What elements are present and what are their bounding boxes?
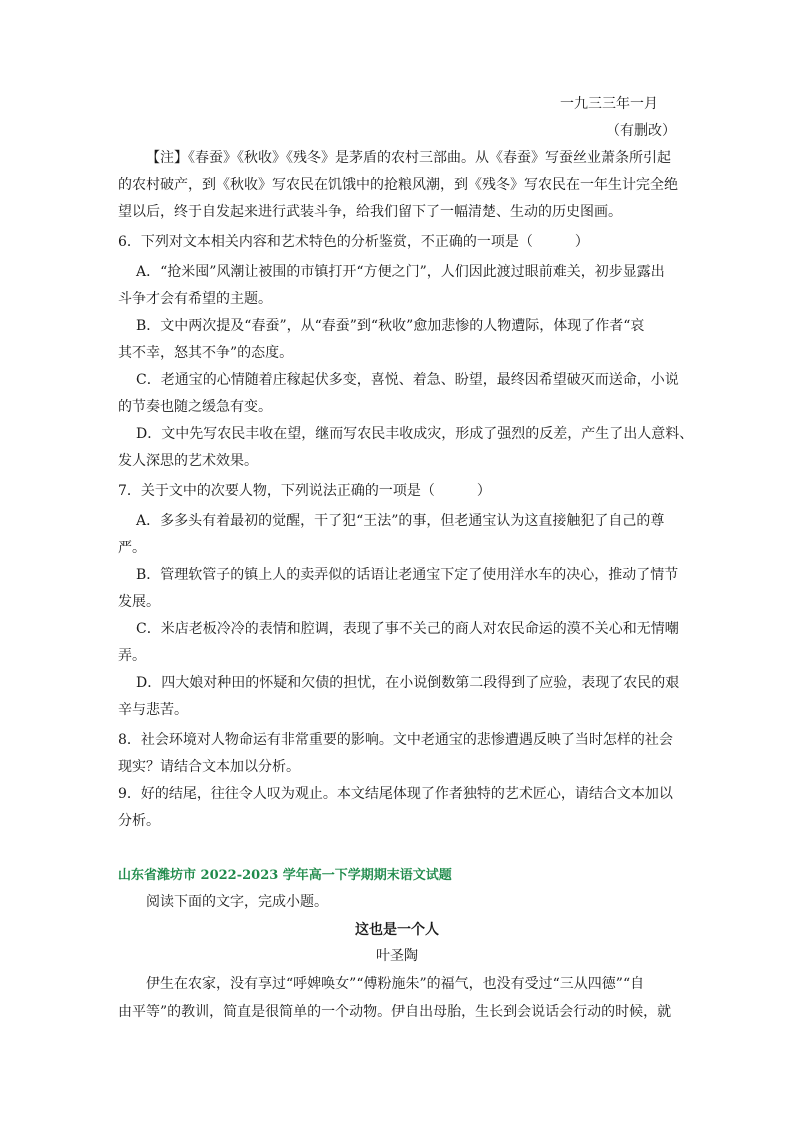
instruction: 阅读下面的文字，完成小题。: [146, 894, 328, 910]
q6-option-b-line-1: B．文中两次提及“春蚕”，从“春蚕”到“秋收”愈加悲惨的人物遭际，体现了作者“哀: [136, 318, 645, 334]
q7-option-b-line-2: 发展。: [118, 594, 160, 610]
date-line: 一九三三年一月: [560, 96, 658, 112]
note-line-1: 【注】《春蚕》《秋收》《残冬》是茅盾的农村三部曲。从《春蚕》写蚕丝业萧条所引起: [146, 150, 671, 166]
q6-option-d-line-1: D．文中先写农民丰收在望，继而写农民丰收成灾，形成了强烈的反差，产生了出人意料、: [136, 426, 694, 442]
question-8-line-2: 现实？请结合文本加以分析。: [118, 759, 300, 775]
body-line-2: 由平等”的教训，简直是很简单的一个动物。伊自出母胎，生长到会说话会行动的时候，就: [118, 1004, 672, 1020]
q6-option-b-line-2: 其不幸，怒其不争”的态度。: [118, 345, 294, 361]
source-title: 山东省潍坊市 2022-2023 学年高一下学期期末语文试题: [118, 868, 452, 883]
q6-option-d-line-2: 发人深思的艺术效果。: [118, 453, 258, 469]
q6-option-c-line-1: C．老通宝的心情随着庄稼起伏多变，喜悦、着急、盼望，最终因希望破灭而送命，小说: [136, 372, 679, 388]
article-title: 这也是一个人: [355, 922, 439, 938]
q7-option-a-line-1: A．多多头有着最初的觉醒，干了犯“王法”的事，但老通宝认为这直接触犯了自己的尊: [136, 513, 665, 529]
question-9-line-2: 分析。: [118, 813, 160, 829]
question-7-stem: 7．关于文中的次要人物，下列说法正确的一项是（ ）: [118, 483, 491, 499]
author: 叶圣陶: [376, 948, 418, 964]
question-8-line-1: 8．社会环境对人物命运有非常重要的影响。文中老通宝的悲惨遭遇反映了当时怎样的社会: [118, 732, 673, 748]
q7-option-b-line-1: B．管理软管子的镇上人的卖弄似的话语让老通宝下定了使用洋水车的决心，推动了情节: [136, 567, 679, 583]
q7-option-c-line-2: 弄。: [118, 648, 146, 664]
q6-option-a-line-2: 斗争才会有希望的主题。: [118, 291, 272, 307]
question-6-stem: 6．下列对文本相关内容和艺术特色的分析鉴赏，不正确的一项是（ ）: [118, 234, 589, 250]
q7-option-c-line-1: C．米店老板冷冷的表情和腔调，表现了事不关己的商人对农民命运的漠不关心和无情嘲: [136, 621, 679, 637]
q7-option-a-line-2: 严。: [118, 540, 146, 556]
body-line-1: 伊生在农家，没有享过“呼婢唤女”“傅粉施朱”的福气，也没有受过“三从四德”“自: [146, 976, 645, 992]
q7-option-d-line-2: 辛与悲苦。: [118, 702, 188, 718]
q7-option-d-line-1: D．四大娘对种田的怀疑和欠债的担忧，在小说倒数第二段得到了应验，表现了农民的艰: [136, 675, 680, 691]
q6-option-a-line-1: A．“抢米囤”风潮让被围的市镇打开“方便之门”，人们因此渡过眼前难关，初步显露出: [136, 264, 665, 280]
q6-option-c-line-2: 的节奏也随之缓急有变。: [118, 399, 272, 415]
note-line-3: 望以后，终于自发起来进行武装斗争，给我们留下了一幅清楚、生动的历史图画。: [118, 204, 622, 220]
question-9-line-1: 9．好的结尾，往往令人叹为观止。本文结尾体现了作者独特的艺术匠心，请结合文本加以: [118, 786, 673, 802]
edit-note: （有删改）: [606, 123, 676, 139]
note-line-2: 的农村破产，到《秋收》写农民在饥饿中的抢粮风潮，到《残冬》写农民在一年生计完全绝: [118, 177, 678, 193]
